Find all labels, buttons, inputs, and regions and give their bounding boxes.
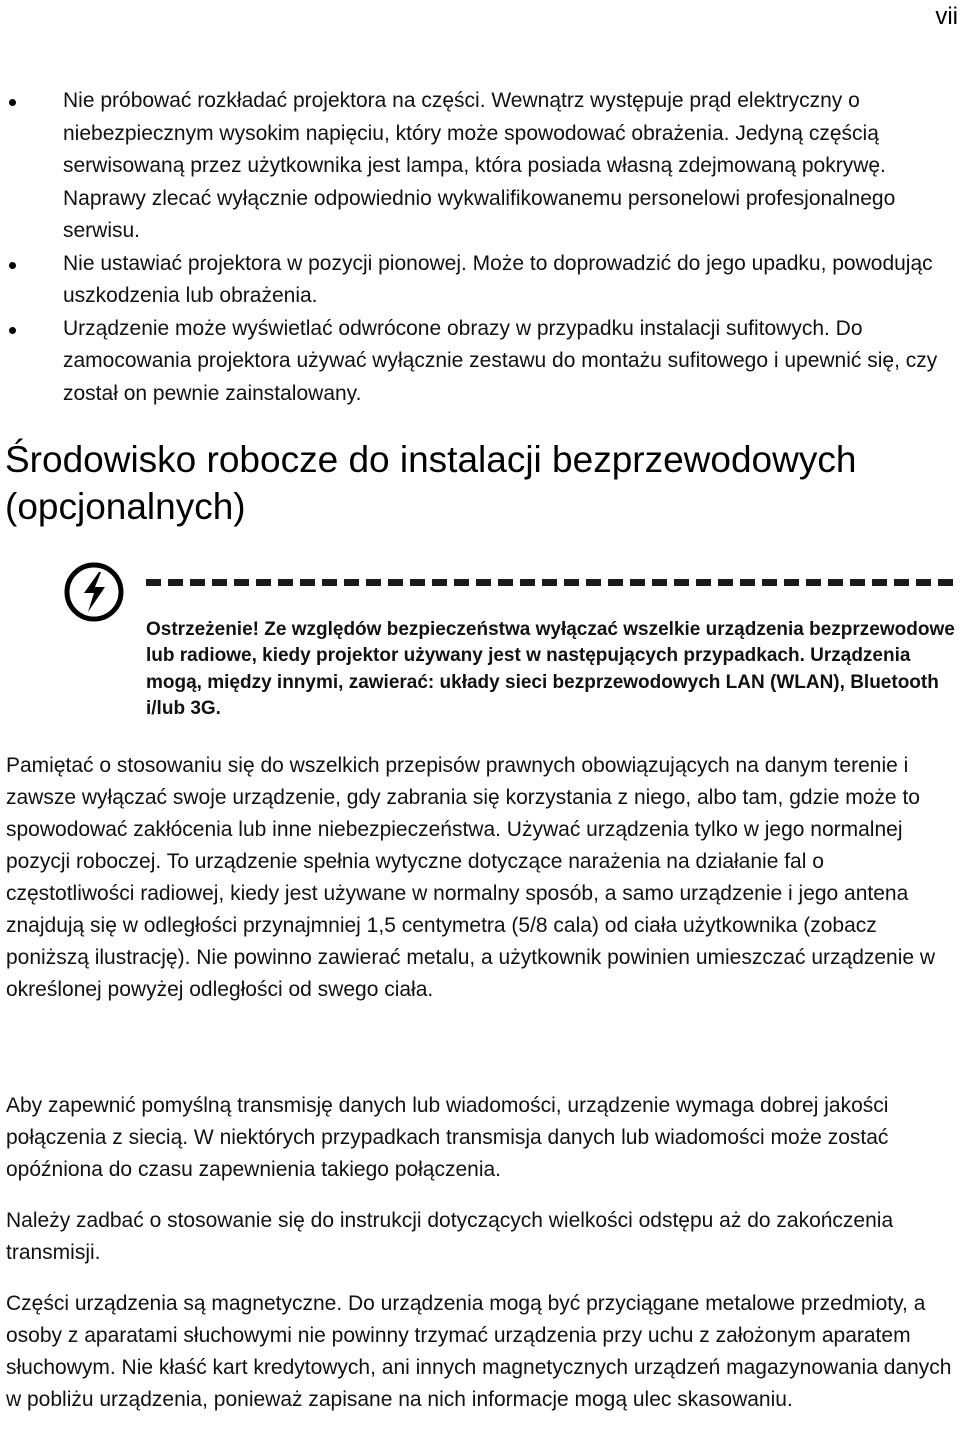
paragraph-magnetic-parts: Części urządzenia są magnetyczne. Do urządzenia mogą być przyciągane metalowe przedmioty, a osoby z aparatami słuchowymi nie powinny trzymać urządzenia przy uchu z założonym aparatem słuchowym. Nie kłaść kart kredytowych, ani innych magnetycznych urządzeń magazynowania danych w pobliżu urządzenia, ponieważ zapisane na nich informacje mogą ulec skasowaniu. (6, 1292, 952, 1411)
bullet-dot-icon (9, 99, 16, 106)
page-number: vii (935, 3, 958, 30)
paragraph-distance-instructions: Należy zadbać o stosowanie się do instrukcji dotyczących wielkości odstępu aż do zakończenia transmisji. (6, 1209, 894, 1264)
bullet-text: Urządzenie może wyświetlać odwrócone obrazy w przypadku instalacji sufitowych. Do zamocowania projektora używać wyłącznie zestawu do montażu sufitowego i upewnić się, czy został on pewnie zainstalowany. (63, 316, 938, 405)
lightning-warning-icon (62, 560, 126, 624)
paragraph-regulations: Pamiętać o stosowaniu się do wszelkich przepisów prawnych obowiązujących na danym terenie i zawsze wyłączać swoje urządzenie, gdy zabrania się korzystania z niego, albo tam, gdzie może to spowodować zakłócenia lub inne niebezpieczeństwa. Używać urządzenia tylko w jego normalnej pozycji roboczej. To urządzenie spełnia wytyczne dotyczące narażenia na działanie fal o częstotliwości radiowej, kiedy jest używane w normalny sposób, a samo urządzenie i jego antena znajdują się w odległości przynajmniej 1,5 centymetra (5/8 cala) od ciała użytkownika (zobacz poniższą ilustrację). Nie powinno zawierać metalu, a użytkownik powinien umieszczać urządzenie w określonej powyżej odległości od swego ciała. (6, 754, 936, 1001)
paragraph-network-quality: Aby zapewnić pomyślną transmisję danych lub wiadomości, urządzenie wymaga dobrej jakości połączenia z siecią. W niektórych przypadkach transmisja danych lub wiadomości może zostać opóźniona do czasu zapewnienia takiego połączenia. (6, 1094, 889, 1181)
section-heading: Środowisko robocze do instalacji bezprzewodowych (opcjonalnych) (5, 439, 857, 527)
bullet-dot-icon (9, 262, 16, 269)
bullet-text: Nie próbować rozkładać projektora na części. Wewnątrz występuje prąd elektryczny o niebezpiecznym wysokim napięciu, który może spowodować obrażenia. Jedyną częścią serwisowaną przez użytkownika jest lampa, która posiada własną zdejmowaną pokrywę. Naprawy zlecać wyłącznie odpowiednio wykwalifikowanemu personelowi profesjonalnego serwisu. (63, 89, 896, 242)
bullet-item-ceiling-mount (0, 313, 958, 411)
bullet-item-vertical-position (0, 248, 958, 313)
warning-divider (146, 579, 958, 586)
bullet-item-disassembly (0, 85, 958, 248)
bullet-dot-icon (9, 327, 16, 334)
bullet-text: Nie ustawiać projektora w pozycji pionowej. Może to doprowadzić do jego upadku, powodując uszkodzenia lub obrażenia. (63, 251, 933, 307)
warning-text: Ostrzeżenie! Ze względów bezpieczeństwa wyłączać wszelkie urządzenia bezprzewodowe lub radiowe, kiedy projektor używany jest w następujących przypadkach. Urządzenia mogą, między innymi, zawierać: układy sieci bezprzewodowych LAN (WLAN), Bluetooth i/lub 3G. (146, 619, 955, 719)
safety-bullet-list (0, 85, 958, 410)
